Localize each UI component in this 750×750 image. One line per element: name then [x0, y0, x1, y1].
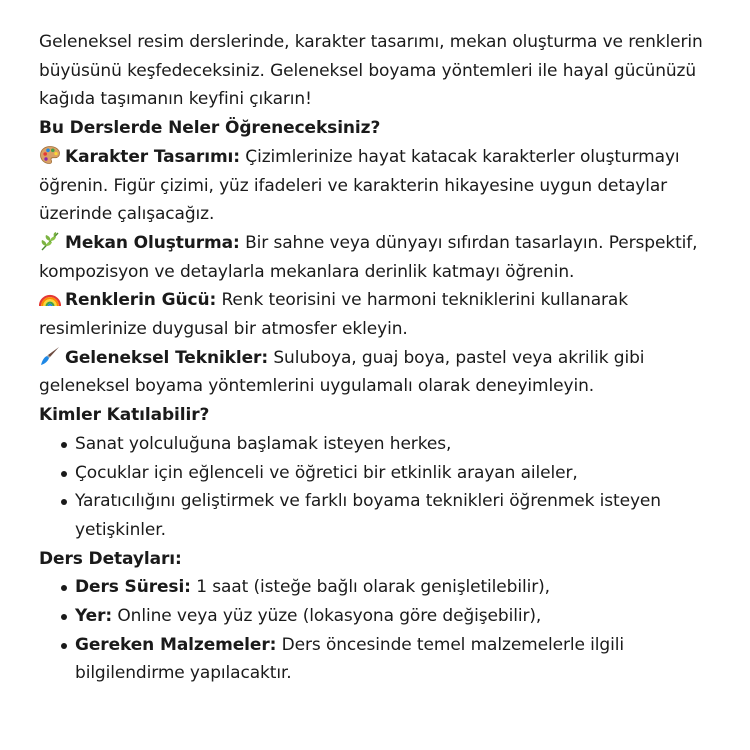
- list-item: [39, 602, 719, 631]
- artist-palette-icon: [39, 145, 61, 165]
- paintbrush-icon: [39, 346, 61, 366]
- bullet-icon: [61, 643, 67, 649]
- rainbow-icon: [39, 288, 61, 308]
- learn-item-title: Karakter Tasarımı:: [65, 146, 240, 167]
- learn-item-text: Bir sahne veya dünyayı sıfırdan tasarlayın. Perspektif, kompozisyon ve detaylarla mekanlara derinlik katmayı öğrenin.: [39, 232, 698, 282]
- learn-item-title: Mekan Oluşturma:: [65, 232, 240, 253]
- details-heading: Ders Detayları:: [39, 548, 182, 569]
- detail-label: Yer:: [75, 606, 113, 627]
- list-item: [39, 459, 719, 488]
- learn-item-text: Renk teorisini ve harmoni tekniklerini kullanarak resimlerinize duygusal bir atmosfer ekleyin.: [39, 290, 628, 340]
- learn-heading: Bu Derslerde Neler Öğreneceksiniz?: [39, 118, 381, 139]
- detail-text: Ders öncesinde temel malzemelerle ilgili bilgilendirme yapılacaktır.: [75, 634, 624, 684]
- bullet-icon: [61, 471, 67, 477]
- bullet-icon: [61, 499, 67, 505]
- learn-item-text: Suluboya, guaj boya, pastel veya akrilik gibi geleneksel boyama yöntemlerini uygulamalı olarak deneyimleyin.: [39, 347, 645, 397]
- list-item: [39, 573, 719, 602]
- learn-item-techniques: [39, 344, 719, 401]
- who-list: [39, 430, 719, 545]
- detail-label: Ders Süresi:: [75, 577, 191, 598]
- bullet-icon: [61, 442, 67, 448]
- list-item: [39, 631, 719, 688]
- learn-item-place: [39, 229, 719, 286]
- document-body: [39, 28, 719, 688]
- list-item: [39, 430, 719, 459]
- list-item-text: Yaratıcılığını geliştirmek ve farklı boyama teknikleri öğrenmek isteyen yetişkinler.: [75, 491, 661, 540]
- list-item-text: Çocuklar için eğlenceli ve öğretici bir etkinlik arayan aileler,: [75, 462, 578, 483]
- learn-item-colors: [39, 286, 719, 343]
- learn-item-title: Renklerin Gücü:: [65, 290, 217, 311]
- list-item-text: Sanat yolculuğuna başlamak isteyen herkes,: [75, 433, 452, 454]
- intro-paragraph: Geleneksel resim derslerinde, karakter tasarımı, mekan oluşturma ve renklerin büyüsünü keşfedeceksiniz. Geleneksel boyama yöntemleri ile hayal gücünüzü kağıda taşımanın keyfini çıkarın!: [39, 32, 703, 110]
- bullet-icon: [61, 614, 67, 620]
- detail-text: 1 saat (isteğe bağlı olarak genişletilebilir),: [196, 577, 550, 598]
- who-heading: Kimler Katılabilir?: [39, 405, 210, 426]
- detail-text: Online veya yüz yüze (lokasyona göre değişebilir),: [117, 606, 542, 627]
- detail-label: Gereken Malzemeler:: [75, 634, 277, 655]
- learn-item-character: [39, 143, 719, 229]
- herb-icon: [39, 231, 61, 251]
- list-item: [39, 487, 719, 544]
- bullet-icon: [61, 585, 67, 591]
- learn-item-text: Çizimlerinize hayat katacak karakterler oluşturmayı öğrenin. Figür çizimi, yüz ifadeleri ve karakterin hikayesine uygun detaylar üzerinde çalışacağız.: [39, 146, 680, 225]
- details-list: [39, 573, 719, 688]
- learn-item-title: Geleneksel Teknikler:: [65, 347, 269, 368]
